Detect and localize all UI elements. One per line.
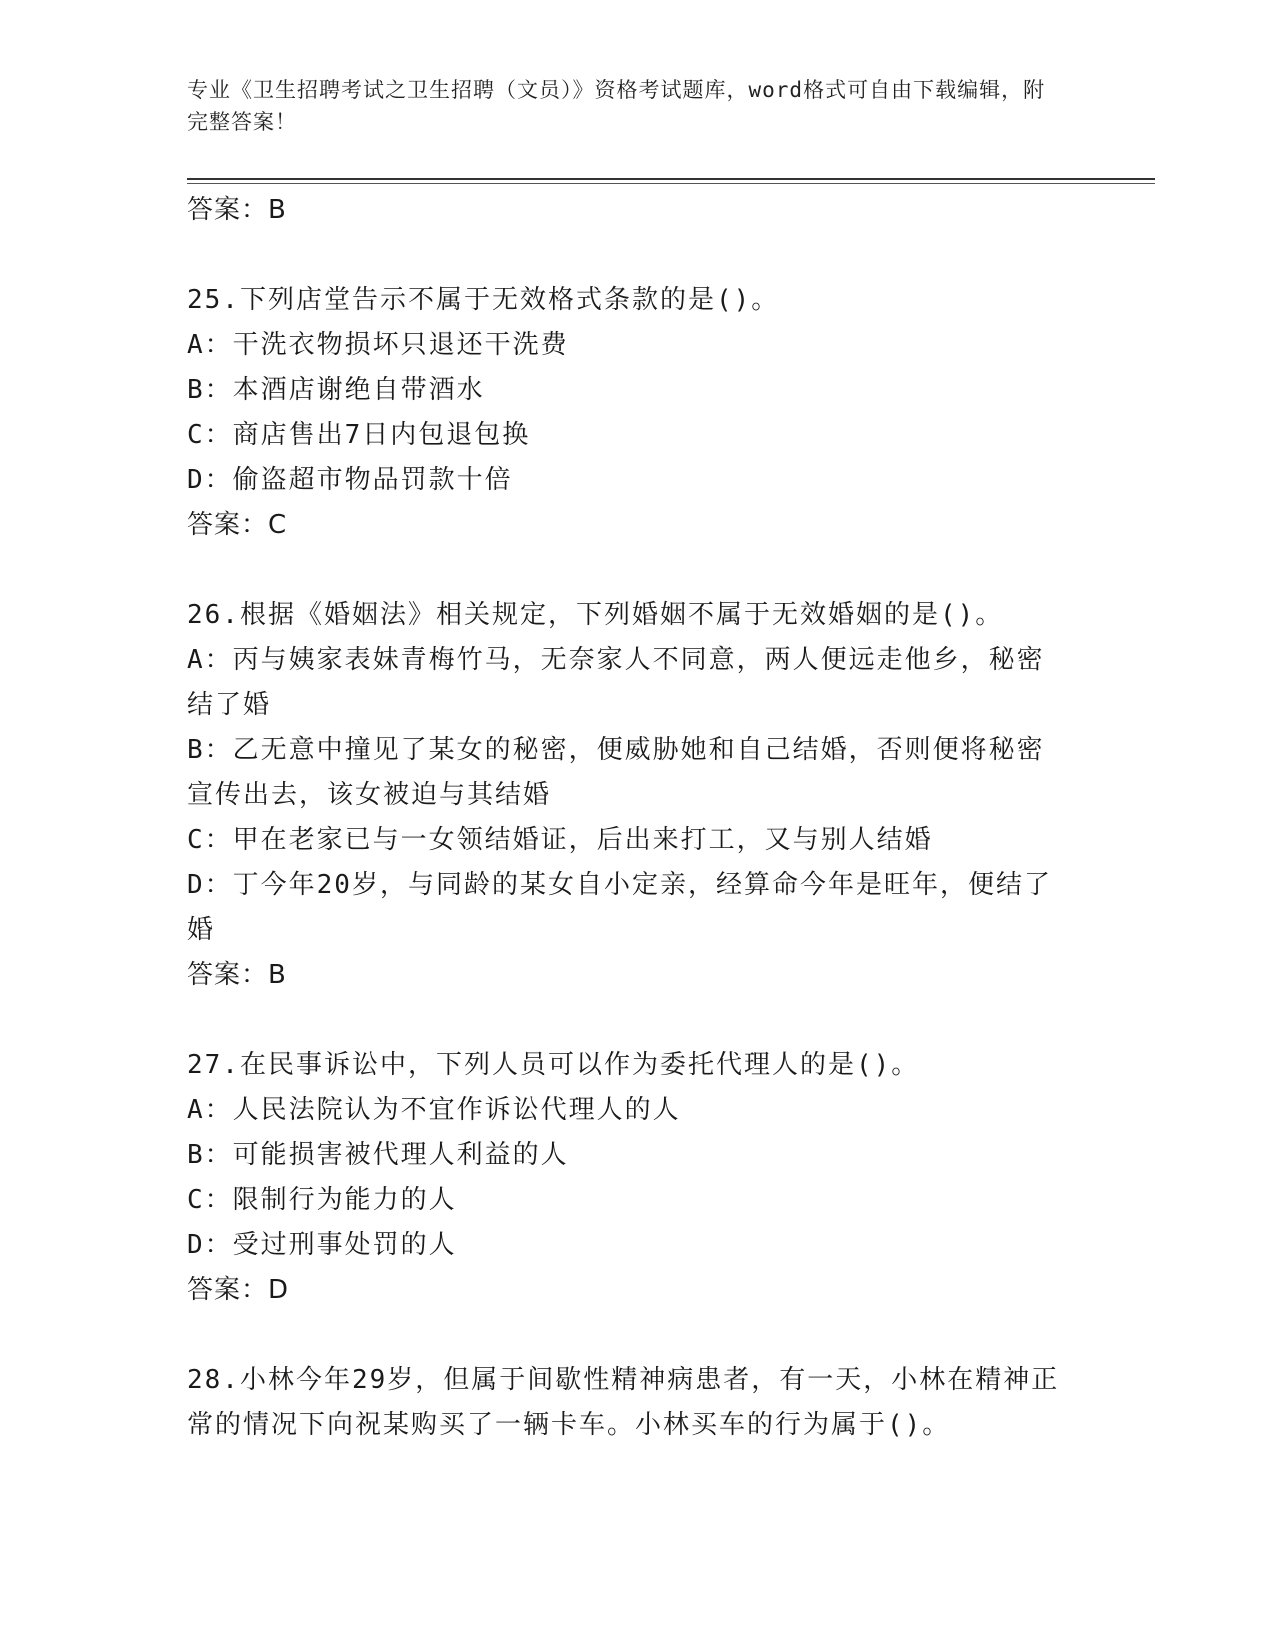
option-a: A：人民法院认为不宜作诉讼代理人的人 [187, 1095, 681, 1125]
spacer [187, 548, 1067, 593]
option-b: B：本酒店谢绝自带酒水 [187, 375, 485, 405]
header-divider-thick [187, 178, 1155, 180]
spacer [187, 233, 1067, 278]
answer-line: 答案：B [187, 960, 287, 990]
question-block [187, 1358, 1067, 1448]
question-content [187, 188, 1067, 1448]
option-a: A：丙与姨家表妹青梅竹马，无奈家人不同意，两人便远走他乡，秘密结了婚 [187, 645, 1045, 720]
header-divider-thin [187, 183, 1155, 184]
question-block [187, 278, 1067, 548]
option-d: D：丁今年20岁，与同龄的某女自小定亲，经算命今年是旺年，便结了婚 [187, 870, 1052, 945]
question-block [187, 593, 1067, 998]
option-b: B：可能损害被代理人利益的人 [187, 1140, 569, 1170]
option-c: C：甲在老家已与一女领结婚证，后出来打工，又与别人结婚 [187, 825, 933, 855]
answer-line: 答案：C [187, 510, 288, 540]
option-a: A：干洗衣物损坏只退还干洗费 [187, 330, 569, 360]
document-header: 专业《卫生招聘考试之卫生招聘（文员）》资格考试题库，word格式可自由下载编辑，附完整答案！ [187, 78, 1046, 134]
spacer [187, 1313, 1067, 1358]
question-stem: 25.下列店堂告示不属于无效格式条款的是()。 [187, 285, 780, 315]
question-stem: 27.在民事诉讼中，下列人员可以作为委托代理人的是()。 [187, 1050, 920, 1080]
spacer [187, 998, 1067, 1043]
option-d: D：受过刑事处罚的人 [187, 1230, 457, 1260]
option-c: C：商店售出7日内包退包换 [187, 420, 531, 450]
answer-line: 答案：B [187, 195, 287, 225]
option-d: D：偷盗超市物品罚款十倍 [187, 465, 513, 495]
answer-line: 答案：D [187, 1275, 290, 1305]
question-block [187, 1043, 1067, 1313]
option-c: C：限制行为能力的人 [187, 1185, 457, 1215]
question-stem: 28.小林今年29岁，但属于间歇性精神病患者，有一天，小林在精神正常的情况下向祝某购买了一辆卡车。小林买车的行为属于()。 [187, 1365, 1060, 1440]
option-b: B：乙无意中撞见了某女的秘密，便威胁她和自己结婚，否则便将秘密宣传出去，该女被迫与其结婚 [187, 735, 1045, 810]
question-stem: 26.根据《婚姻法》相关规定，下列婚姻不属于无效婚姻的是()。 [187, 600, 1004, 630]
